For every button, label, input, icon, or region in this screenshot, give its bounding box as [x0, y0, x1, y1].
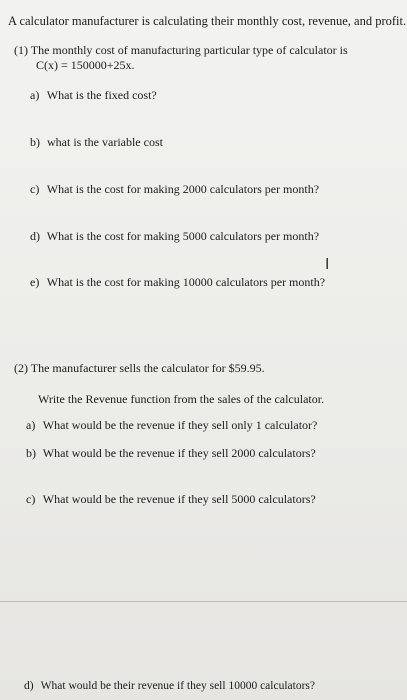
question-label: a)	[26, 418, 36, 432]
question-label: a)	[30, 88, 40, 102]
question-label: b)	[26, 446, 36, 460]
part1-question-b	[30, 135, 163, 149]
question-label: c)	[30, 182, 40, 196]
part2-question-b	[26, 446, 316, 460]
page-divider	[0, 601, 407, 602]
question-text: What would be the revenue if they sell only 1 calculator?	[42, 418, 318, 432]
part1-question-d	[30, 229, 319, 243]
question-label: c)	[26, 492, 36, 506]
question-label: e)	[30, 275, 40, 289]
part2-instruction: Write the Revenue function from the sales of the calculator.	[38, 392, 325, 406]
question-text: What is the cost for making 5000 calculators per month?	[46, 229, 320, 243]
question-text: What would be their revenue if they sell 10000 calculators?	[40, 680, 315, 692]
question-text: What would be the revenue if they sell 5000 calculators?	[42, 492, 316, 506]
part1-cost-function: C(x) = 150000+25x.	[36, 58, 135, 72]
question-text: What is the cost for making 10000 calculators per month?	[46, 275, 326, 289]
text-cursor-icon: I	[325, 255, 330, 273]
question-text: what is the variable cost	[47, 135, 163, 149]
question-label: d)	[30, 229, 40, 243]
document-title: A calculator manufacturer is calculating their monthly cost, revenue, and profit.	[8, 14, 407, 28]
question-text: What would be the revenue if they sell 2000 calculators?	[42, 446, 316, 460]
question-text: What is the cost for making 2000 calculators per month?	[46, 182, 320, 196]
part1-question-c	[30, 182, 319, 196]
part1-intro: (1) The monthly cost of manufacturing particular type of calculator is	[14, 43, 348, 57]
part2-question-d	[24, 679, 315, 693]
part2-question-a	[26, 418, 317, 432]
question-label: b)	[30, 135, 40, 149]
part2-intro: (2) The manufacturer sells the calculator for $59.95.	[14, 361, 265, 375]
question-text: What is the fixed cost?	[46, 88, 157, 102]
part1-question-a	[30, 88, 157, 102]
part2-question-c	[26, 492, 316, 506]
part1-question-e	[30, 275, 325, 289]
question-label: d)	[24, 680, 34, 692]
